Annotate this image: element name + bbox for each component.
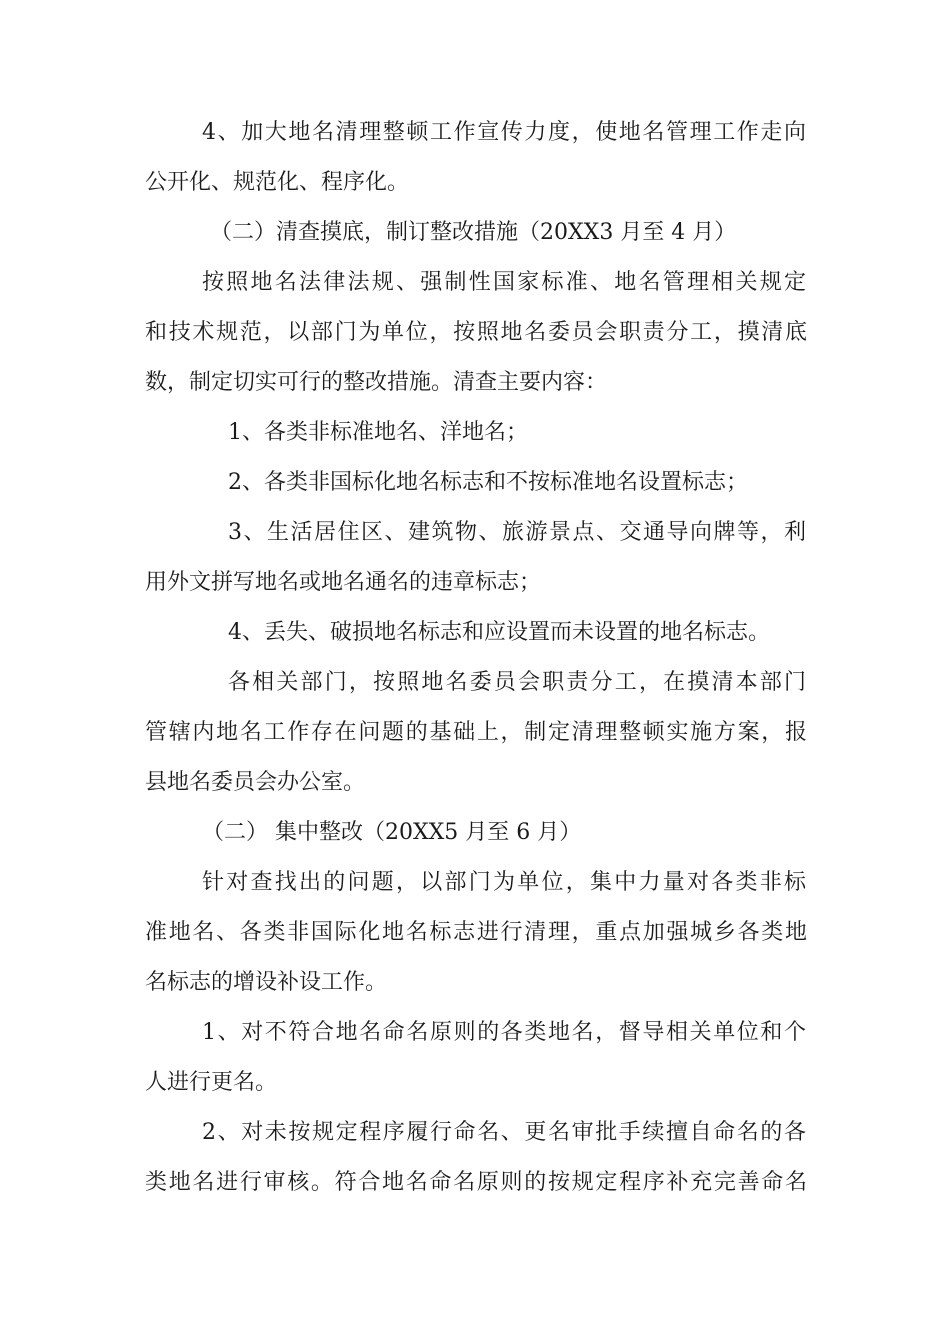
- list-item: 2、各类非国标化地名标志和不按标准地名设置标志；: [228, 470, 748, 495]
- paragraph-line: 4、加大地名清理整顿工作宣传力度，使地名管理工作走向: [202, 120, 806, 145]
- paragraph-line: 各相关部门，按照地名委员会职责分工，在摸清本部门: [228, 670, 806, 695]
- paragraph-line: 用外文拼写地名或地名通名的违章标志；: [145, 570, 542, 595]
- paragraph-line: 县地名委员会办公室。: [145, 770, 366, 795]
- paragraph-line: 名标志的增设补设工作。: [145, 970, 388, 995]
- section-heading: （二）清查摸底，制订整改措施（20XX3 月至 4 月）: [210, 220, 737, 245]
- list-item: 4、丢失、破损地名标志和应设置而未设置的地名标志。: [228, 620, 770, 645]
- paragraph-line: 针对查找出的问题，以部门为单位，集中力量对各类非标: [202, 870, 806, 895]
- paragraph-line: 人进行更名。: [145, 1070, 278, 1095]
- paragraph-line: 类地名进行审核。符合地名命名原则的按规定程序补充完善命名: [145, 1170, 807, 1195]
- paragraph-line: 按照地名法律法规、强制性国家标准、地名管理相关规定: [202, 270, 806, 295]
- paragraph-line: 管辖内地名工作存在问题的基础上，制定清理整顿实施方案，报: [145, 720, 807, 745]
- paragraph-line: 准地名、各类非国际化地名标志进行清理，重点加强城乡各类地: [145, 920, 807, 945]
- list-item: 1、对不符合地名命名原则的各类地名，督导相关单位和个: [202, 1020, 806, 1045]
- list-item: 1、各类非标准地名、洋地名；: [228, 420, 528, 445]
- paragraph-line: 公开化、规范化、程序化。: [145, 170, 410, 195]
- list-item: 2、对未按规定程序履行命名、更名审批手续擅自命名的各: [202, 1120, 806, 1145]
- section-heading: （二） 集中整改（20XX5 月至 6 月）: [202, 820, 582, 845]
- list-item: 3、生活居住区、建筑物、旅游景点、交通导向牌等，利: [228, 520, 806, 545]
- paragraph-line: 数，制定切实可行的整改措施。清查主要内容：: [145, 370, 608, 395]
- paragraph-line: 和技术规范，以部门为单位，按照地名委员会职责分工，摸清底: [145, 320, 807, 345]
